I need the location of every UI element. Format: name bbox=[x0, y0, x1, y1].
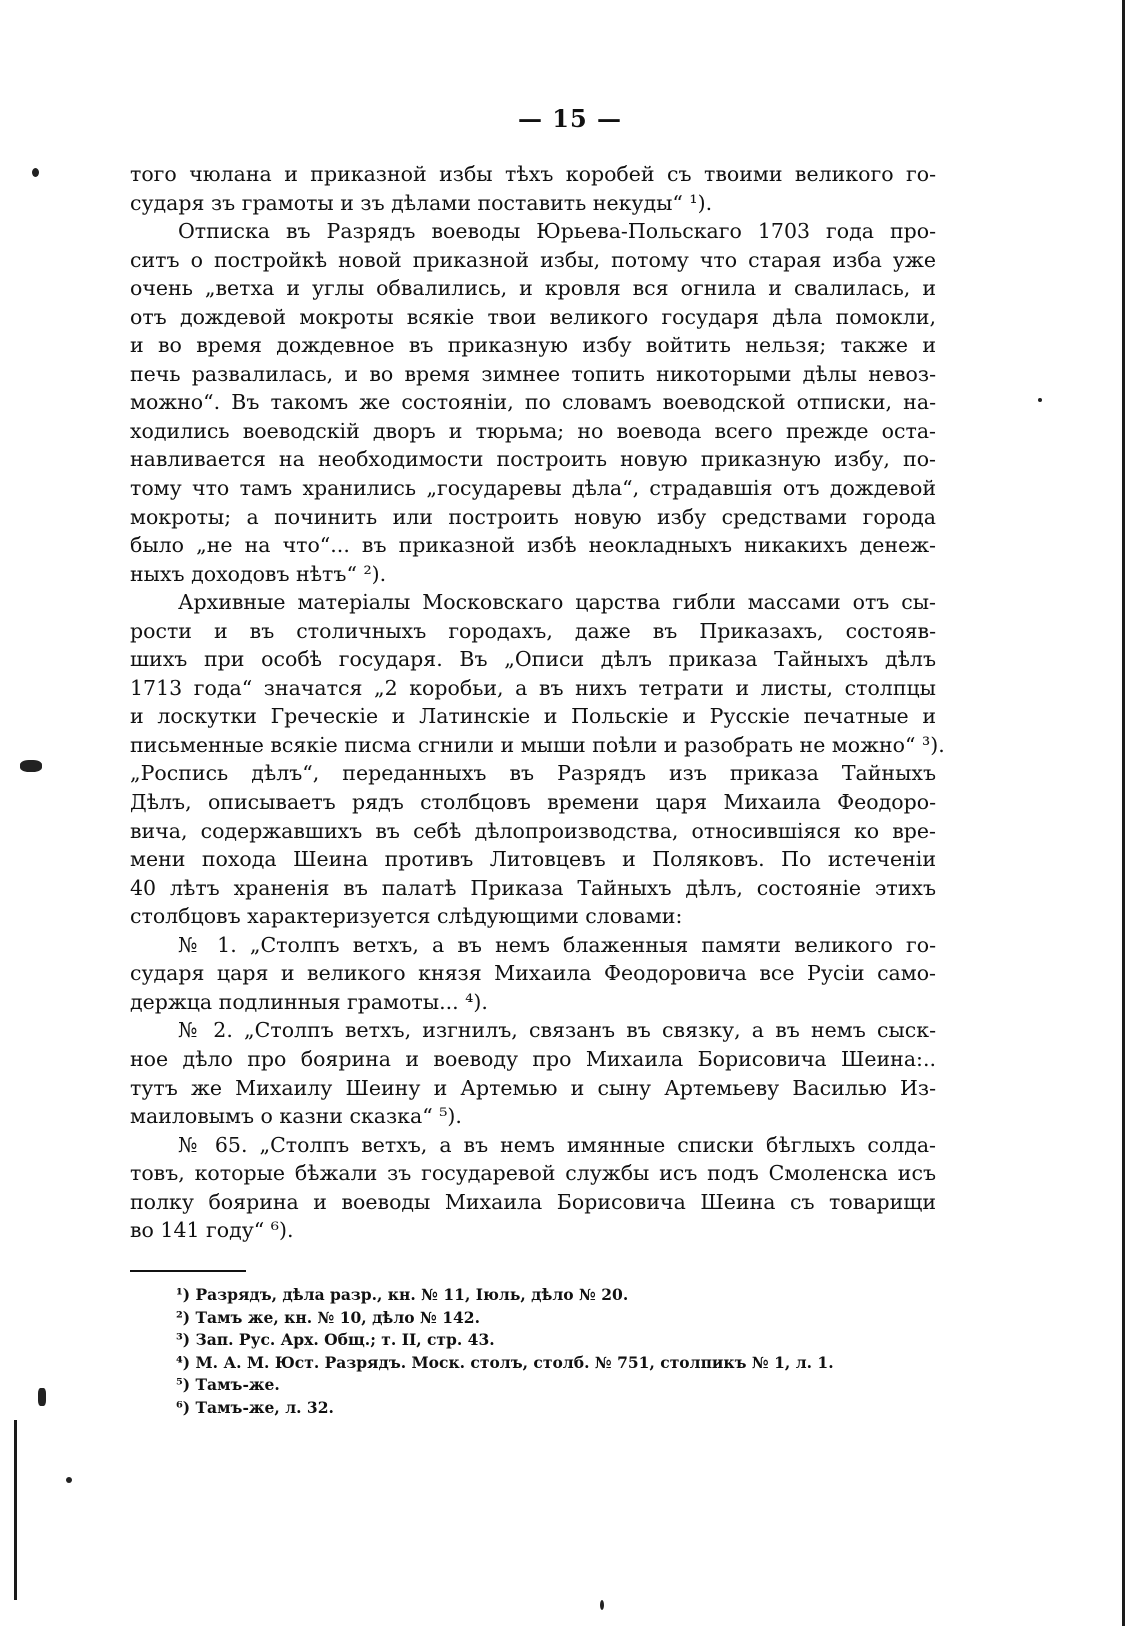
text-line: 1713 года“ значатся „2 коробьи, а въ нихъ тетрати и листы, столпцы bbox=[130, 675, 936, 700]
text-line: Дѣлъ, описываетъ рядъ столбцовъ времени царя Михаила Феодоро- bbox=[130, 790, 936, 815]
footnote: ²) Тамъ же, кн. № 10, дѣло № 142. bbox=[176, 1307, 480, 1327]
scan-speck bbox=[32, 168, 39, 177]
footnote: ³) Зап. Рус. Арх. Общ.; т. II, стр. 43. bbox=[176, 1330, 495, 1350]
text-line: можно“. Въ такомъ же состояніи, по словамъ воеводской отписки, на- bbox=[130, 390, 936, 415]
text-line: маиловымъ о казни сказка“ ⁵). bbox=[130, 1104, 462, 1129]
text-line: Архивные матеріалы Московскаго царства гибли массами отъ сы- bbox=[178, 590, 936, 615]
text-line: Отписка въ Разрядъ воеводы Юрьева-Польскаго 1703 года про- bbox=[178, 219, 936, 244]
page-number: — 15 — bbox=[517, 104, 623, 133]
text-line: 40 лѣтъ храненія въ палатѣ Приказа Тайныхъ дѣлъ, состояніе этихъ bbox=[130, 875, 936, 900]
text-line: навливается на необходимости построить новую приказную избу, по- bbox=[130, 447, 936, 472]
scan-speck bbox=[66, 1477, 72, 1483]
text-line: ходились воеводскій дворъ и тюрьма; но воевода всего прежде оста- bbox=[130, 418, 936, 443]
text-line: печь развалилась, и во время зимнее топить никоторыми дѣлы невоз- bbox=[130, 361, 936, 386]
text-line: письменные всякіе писма сгнили и мыши поѣли и разобрать не можно“ ³). bbox=[130, 732, 945, 757]
text-line: сударя зъ грамоты и зъ дѣлами поставить некуды“ ¹). bbox=[130, 190, 713, 215]
scan-edge-line bbox=[1122, 0, 1125, 1626]
text-line: и во время дождевное въ приказную избу войтить нельзя; также и bbox=[130, 333, 936, 358]
text-line: тутъ же Михаилу Шеину и Артемью и сыну Артемьеву Василью Из- bbox=[130, 1075, 936, 1100]
text-line: ныхъ доходовъ нѣтъ“ ²). bbox=[130, 561, 387, 586]
text-line: отъ дождевой мокроты всякіе твои великого государя дѣла помокли, bbox=[130, 304, 936, 329]
text-line: того чюлана и приказной избы тѣхъ коробей съ твоими великого го- bbox=[130, 162, 936, 186]
text-line: полку боярина и воеводы Михаила Борисовича Шеина съ товарищи bbox=[130, 1189, 936, 1214]
footnote-rule bbox=[130, 1270, 246, 1272]
text-line: ситъ о постройкѣ новой приказной избы, потому что старая изба уже bbox=[130, 247, 936, 272]
text-line: было „не на что“... въ приказной избѣ неокладныхъ никакихъ денеж- bbox=[130, 533, 936, 558]
text-line: мокроты; а починить или построить новую избу средствами города bbox=[130, 504, 936, 529]
text-line: вича, содержавшихъ въ себѣ дѣлопроизводства, относившіяся ко вре- bbox=[130, 818, 936, 843]
scan-margin-line bbox=[14, 1420, 17, 1600]
text-line: держца подлинныя грамоты... ⁴). bbox=[130, 989, 488, 1014]
scan-speck bbox=[1038, 398, 1042, 402]
text-line: „Роспись дѣлъ“, переданныхъ въ Разрядъ изъ приказа Тайныхъ bbox=[130, 761, 936, 786]
footnote: ⁶) Тамъ-же, л. 32. bbox=[176, 1397, 334, 1417]
footnote: ⁵) Тамъ-же. bbox=[176, 1375, 280, 1395]
text-line: столбцовъ характеризуется слѣдующими словами: bbox=[130, 904, 683, 929]
text-line: очень „ветха и углы обвалились, и кровля вся огнила и свалилась, и bbox=[130, 276, 936, 301]
scan-blot bbox=[20, 760, 42, 772]
text-line: шихъ при особѣ государя. Въ „Описи дѣлъ приказа Тайныхъ дѣлъ bbox=[130, 647, 936, 672]
footnote: ⁴) М. А. М. Юст. Разрядъ. Моск. столъ, столб. № 751, столпикъ № 1, л. 1. bbox=[176, 1352, 834, 1372]
text-line: и лоскутки Греческіе и Латинскіе и Польскіе и Русскіе печатные и bbox=[130, 704, 936, 729]
text-line: № 2. „Столпъ ветхъ, изгнилъ, связанъ въ связку, а въ немъ сыск- bbox=[178, 1018, 936, 1043]
text-line: сударя царя и великого князя Михаила Феодоровича все Русіи само- bbox=[130, 961, 936, 986]
body-text bbox=[130, 160, 945, 1245]
text-line: № 65. „Столпъ ветхъ, а въ немъ имянные списки бѣглыхъ солда- bbox=[178, 1132, 936, 1157]
text-line: мени похода Шеина противъ Литовцевъ и Поляковъ. По истеченіи bbox=[130, 847, 936, 872]
text-line: тому что тамъ хранились „государевы дѣла“, страдавшія отъ дождевой bbox=[130, 476, 936, 501]
footnote: ¹) Разрядъ, дѣла разр., кн. № 11, Іюль, дѣло № 20. bbox=[176, 1285, 629, 1304]
text-line: ное дѣло про боярина и воеводу про Михаила Борисовича Шеина:.. bbox=[130, 1046, 936, 1071]
text-line: во 141 году“ ⁶). bbox=[130, 1218, 294, 1243]
scan-blot bbox=[38, 1388, 46, 1406]
text-line: № 1. „Столпъ ветхъ, а въ немъ блаженныя памяти великого го- bbox=[178, 932, 936, 957]
text-line: товъ, которые бѣжали зъ государевой службы исъ подъ Смоленска исъ bbox=[130, 1161, 936, 1186]
text-line: рости и въ столичныхъ городахъ, даже въ Приказахъ, состояв- bbox=[130, 618, 936, 643]
scan-speck bbox=[600, 1600, 604, 1610]
footnotes bbox=[176, 1284, 936, 1420]
